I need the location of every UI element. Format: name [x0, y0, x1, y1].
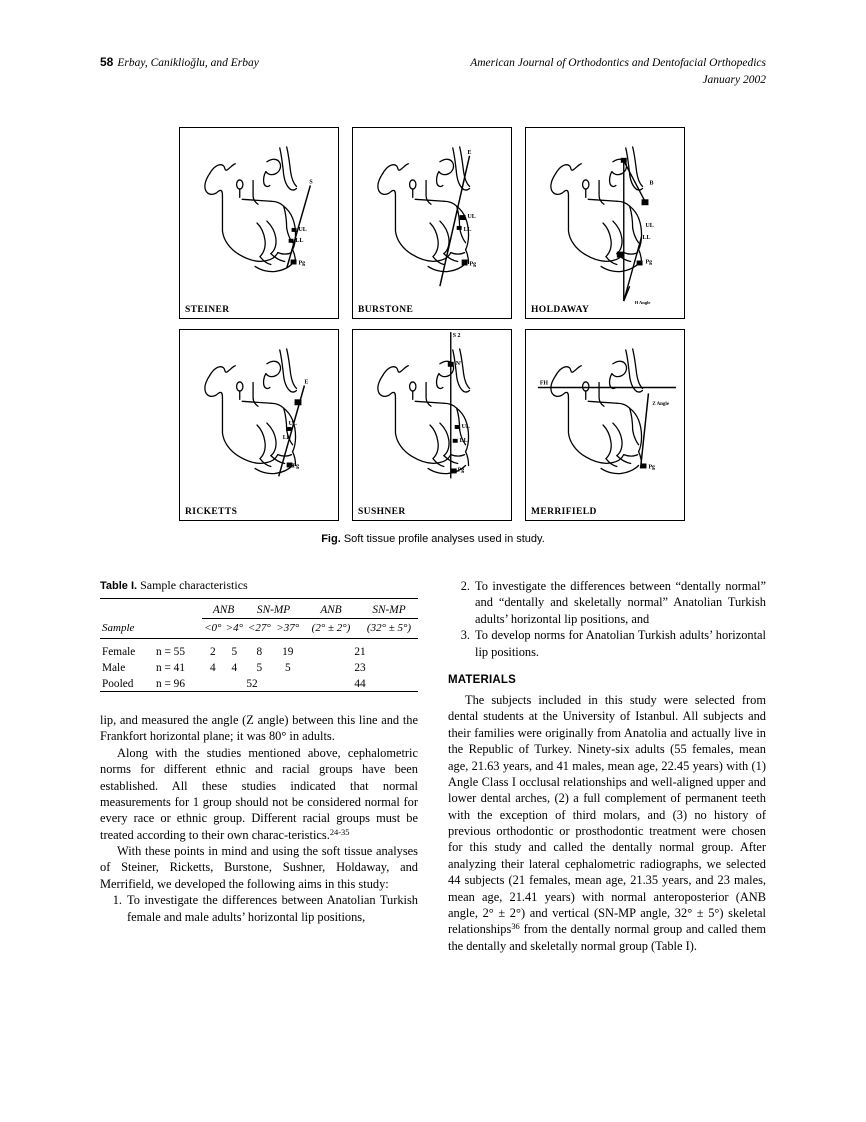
- svg-text:Pg: Pg: [469, 261, 477, 268]
- svg-text:E: E: [467, 149, 472, 156]
- issue-date: January 2002: [702, 73, 766, 86]
- svg-text:Pg: Pg: [648, 464, 656, 471]
- panel-label-steiner: STEINER: [185, 305, 230, 315]
- aim-2-number: 2.: [460, 579, 470, 593]
- left-column: [100, 712, 418, 925]
- row-female-combined: 21: [354, 646, 366, 658]
- row-male-anb-lt0: 4: [209, 662, 216, 674]
- group-header-snmp-1: SN-MP: [245, 599, 302, 619]
- table-corner-cell: [100, 599, 156, 619]
- row-male-name: Male: [102, 662, 126, 674]
- aims-list-right: [448, 578, 766, 660]
- figure-panel-merrifield: [525, 329, 685, 521]
- svg-text:S 2: S 2: [452, 333, 461, 340]
- svg-text:B: B: [649, 180, 654, 187]
- figure-caption: [179, 533, 687, 545]
- para-norms-text: Along with the studies mentioned above, cephalometric norms for different ethnic and racial groups have been established. All these studies indicated that normal measurements for 1 group should not be considered normal for every race or ethnic group. Different racial groups must be treated according to their own charac-teristics.: [100, 745, 418, 842]
- cephalometric-tracing-steiner: [180, 128, 338, 318]
- aim-1-number: 1.: [112, 893, 122, 908]
- figure-block: [179, 127, 687, 545]
- panel-label-sushner: SUSHNER: [358, 507, 406, 517]
- running-head-authors: Erbay, Caniklioğlu, and Erbay: [117, 57, 259, 69]
- cephalometric-tracing-burstone: [353, 128, 511, 318]
- row-pooled-n: n = 96: [156, 678, 185, 690]
- cephalometric-tracing-sushner: [353, 330, 511, 520]
- table-bottom-rule-row: [100, 692, 418, 697]
- figure-caption-text: Soft tissue profile analyses used in study.: [340, 533, 545, 545]
- svg-text:LL: LL: [295, 237, 304, 244]
- table-n-header-cell: [156, 599, 202, 619]
- svg-text:LL: LL: [282, 434, 291, 441]
- svg-text:LL: LL: [642, 234, 651, 241]
- aim-item-3: [448, 627, 766, 660]
- cephalometric-tracing-merrifield: [526, 330, 684, 520]
- row-pooled-combined: 44: [354, 678, 366, 690]
- row-female-anb-lt0: 2: [209, 646, 216, 658]
- row-pooled-name: Pooled: [102, 678, 134, 690]
- table-body: [100, 639, 418, 697]
- table-title: [100, 578, 418, 593]
- aim-3-text: To develop norms for Anatolian Turkish adults’ horizontal lip positions.: [475, 628, 766, 659]
- table-row: [100, 659, 418, 675]
- figure-panel-burstone: [352, 127, 512, 319]
- para-norms-ref: 24-35: [329, 826, 350, 837]
- svg-text:UL: UL: [298, 226, 307, 233]
- table-row: [100, 675, 418, 692]
- svg-text:Z Angle: Z Angle: [652, 402, 669, 408]
- figure-panel-grid: [179, 127, 687, 521]
- aim-item-2: [448, 578, 766, 627]
- journal-name: American Journal of Orthodontics and Dentofacial Orthopedics: [470, 57, 766, 69]
- table-n-subheader: [156, 619, 202, 639]
- figure-panel-sushner: [352, 329, 512, 521]
- para-materials-text-a: The subjects included in this study were selected from dental students at the University of Istanbul. All subjects and their families were originally from Anatolia and actually live in the Republic of Turkey. Ninety-six adults (55 females, mean age, 21.63 years, and 41 males, mean age, 22.45 years) with (1) Angle Class I occlusal relationships and well-aligned upper and lower dental arches, (2) a full complement of permanent teeth with the exception of third molars, and (3) no history of previous orthodontic or prosthodontic treatment were chosen for this study and called the dentally normal group. After analyzing their lateral cephalometric radiographs, we selected 44 subjects (21 females, mean age, 21.35 years, and 23 males, mean age, 21.41 years) with normal anteroposterior (ANB angle, 2° ± 2°) and vertical (SN-MP angle, 32° ± 5°) skeletal relationships: [448, 693, 766, 937]
- svg-text:Pg: Pg: [645, 259, 653, 266]
- figure-caption-lead: Fig.: [321, 533, 341, 545]
- svg-text:N': N': [455, 360, 462, 367]
- row-male-combined: 23: [354, 662, 366, 674]
- svg-text:UL: UL: [288, 421, 297, 427]
- para-aims-intro: With these points in mind and using the soft tissue analyses of Steiner, Ricketts, Burstone, Sushner, Holdaway, and Merrifield, we developed the following aims in this study:: [100, 844, 418, 891]
- row-male-n: n = 41: [156, 662, 185, 674]
- figure-panel-holdaway: [525, 127, 685, 319]
- svg-text:FH: FH: [539, 380, 549, 387]
- section-heading-materials: MATERIALS: [448, 673, 517, 686]
- table-one-block: [100, 578, 418, 696]
- row-pooled-dentally-normal-total: 52: [246, 678, 258, 690]
- panel-label-burstone: BURSTONE: [358, 305, 414, 315]
- right-column: [448, 578, 766, 954]
- aims-list-left: [100, 892, 418, 925]
- para-materials: [448, 692, 766, 954]
- panel-label-merrifield: MERRIFIELD: [531, 507, 597, 517]
- svg-text:UL: UL: [645, 222, 654, 229]
- group-header-anb-1: ANB: [202, 599, 245, 619]
- aim-1-text: To investigate the differences between Anatolian Turkish female and male adults’ horizontal lip positions,: [127, 893, 418, 924]
- running-head-right: [470, 55, 766, 88]
- sub-header-snmp-lt27: <27°: [247, 622, 271, 634]
- row-male-snmp-lt27: 5: [256, 662, 263, 674]
- svg-text:LL: LL: [459, 437, 468, 444]
- running-head-left: [100, 55, 259, 69]
- svg-text:E: E: [304, 379, 309, 386]
- table-group-header-row: [100, 599, 418, 619]
- sub-header-anb-lt0: <0°: [204, 622, 222, 634]
- row-female-anb-gt4: 5: [231, 646, 238, 658]
- table-head: [100, 599, 418, 639]
- para-materials-ref: 36: [511, 921, 520, 932]
- sub-header-anb-gt4: >4°: [225, 622, 243, 634]
- svg-text:UL: UL: [467, 214, 476, 221]
- aim-3-number: 3.: [460, 628, 470, 643]
- svg-text:Pg: Pg: [292, 463, 300, 470]
- row-female-snmp-lt27: 8: [256, 646, 263, 658]
- group-header-snmp-2: SN-MP: [360, 599, 418, 619]
- group-header-anb-2: ANB: [302, 599, 360, 619]
- running-head: [100, 55, 766, 95]
- aim-2-text: To investigate the differences between “dentally normal” and “dentally and skeletally normal” Anatolian Turkish adults’ horizontal lip positions, and: [475, 579, 766, 626]
- panel-label-ricketts: RICKETTS: [185, 507, 238, 517]
- row-female-snmp-gt37: 19: [282, 646, 294, 658]
- svg-text:H Angle: H Angle: [634, 299, 651, 305]
- table-sample-label: Sample: [102, 622, 135, 634]
- table-title-text: Sample characteristics: [137, 578, 248, 592]
- para-norms: [100, 745, 418, 843]
- svg-text:UL: UL: [461, 423, 470, 430]
- sub-header-anb-range: (2° ± 2°): [311, 622, 351, 634]
- svg-text:Pg: Pg: [457, 467, 465, 474]
- row-female-n: n = 55: [156, 646, 185, 658]
- figure-panel-steiner: [179, 127, 339, 319]
- table-lead: Table I.: [100, 580, 138, 592]
- page-number: 58: [100, 55, 114, 69]
- svg-text:LL: LL: [463, 226, 472, 233]
- aim-item-1: [100, 892, 418, 925]
- table-sub-header-row: [100, 619, 418, 639]
- sub-header-snmp-range: (32° ± 5°): [366, 622, 412, 634]
- sample-characteristics-table: [100, 598, 418, 696]
- panel-label-holdaway: HOLDAWAY: [531, 305, 590, 315]
- sub-header-snmp-gt37: >37°: [276, 622, 300, 634]
- svg-text:S: S: [309, 179, 313, 186]
- table-bottom-rule-cell: [100, 692, 418, 697]
- figure-panel-ricketts: [179, 329, 339, 521]
- cephalometric-tracing-holdaway: [526, 128, 684, 318]
- cephalometric-tracing-ricketts: [180, 330, 338, 520]
- para-continued: lip, and measured the angle (Z angle) between this line and the Frankfort horizontal plane; it was 80° in adults.: [100, 713, 418, 744]
- para-materials-text-b: from the dentally normal group and called them the dentally and skeletally normal group (Table I).: [448, 922, 766, 953]
- row-male-anb-gt4: 4: [231, 662, 238, 674]
- table-row: [100, 643, 418, 659]
- row-female-name: Female: [102, 646, 136, 658]
- svg-text:Pg: Pg: [298, 260, 306, 267]
- row-male-snmp-gt37: 5: [284, 662, 291, 674]
